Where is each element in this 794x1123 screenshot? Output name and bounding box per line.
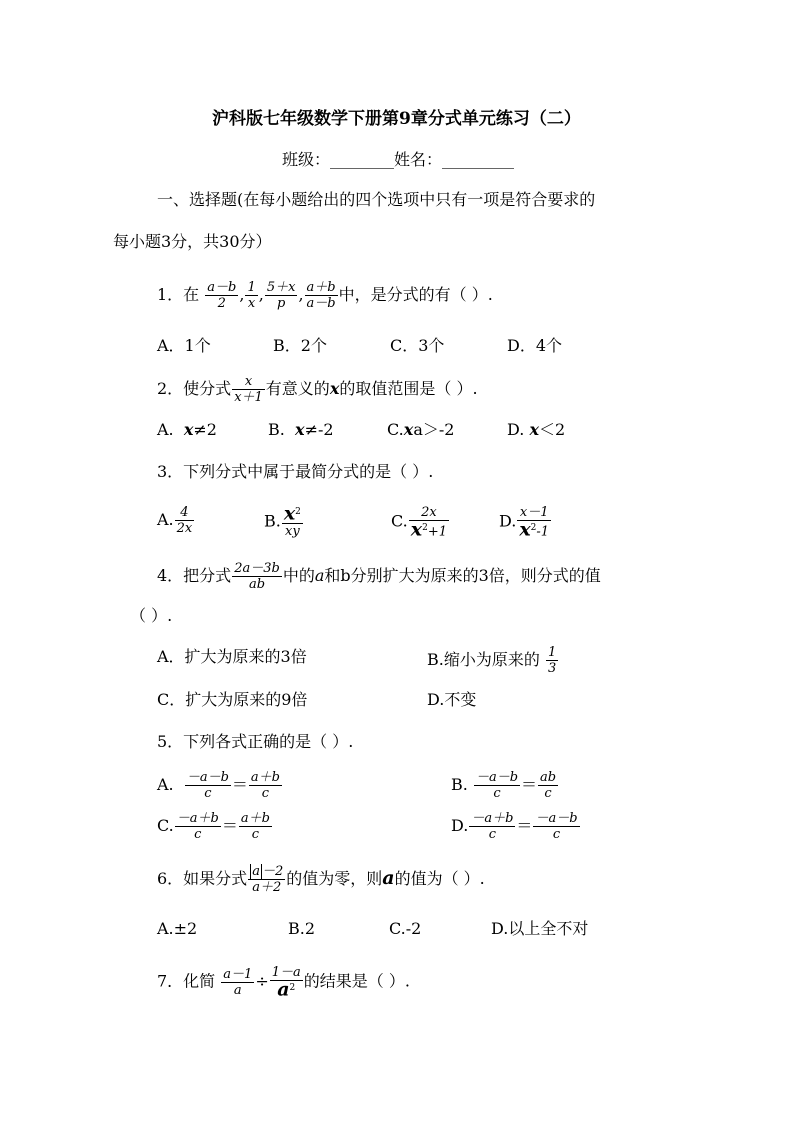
q5-option-d[interactable]: D. $\frac{-a+b}{c}$ ＝ $\frac{-a-b}{c}$ — [451, 811, 578, 842]
q6-option-a[interactable]: A.±2 — [157, 919, 198, 938]
q1-option-b[interactable]: B．2个 — [273, 336, 327, 355]
fraction: $\frac{a+b}{c}$ — [250, 770, 280, 801]
fraction: $\frac{a-b}{2}$ — [207, 280, 237, 311]
q5-option-c[interactable]: C. $\frac{-a+b}{c}$ ＝ $\frac{a+b}{c}$ — [157, 811, 270, 842]
q2-option-a[interactable]: A. x≠2 — [157, 420, 217, 439]
q3-option-b[interactable]: B. $\frac{x^2}{xy}$ — [264, 502, 301, 540]
q6-option-d[interactable]: D.以上全不对 — [491, 919, 589, 938]
question-4: 4．把分式 $\frac{2a-3b}{ab}$ 中的a和b分别扩大为原来的3倍，则分式的值 — [157, 561, 601, 592]
q4-option-b[interactable]: B.缩小为原来的 $\frac{1}{3}$ — [427, 645, 557, 676]
fraction: $\frac{a-1}{a}$ — [223, 966, 253, 998]
section-heading: 一、选择题(在每小题给出的四个选项中只有一项是符合要求的 — [157, 190, 596, 209]
fraction: $\frac{-a+b}{c}$ — [471, 811, 514, 842]
fraction: $\frac{-a-b}{c}$ — [186, 770, 229, 801]
fraction: $\frac{ab}{c}$ — [540, 770, 557, 801]
question-4-cont: （ ）. — [130, 606, 173, 625]
fraction: $\frac{2a-3b}{ab}$ — [234, 561, 280, 592]
q6-option-c[interactable]: C.-2 — [389, 919, 422, 938]
q1-option-a[interactable]: A．1个 — [157, 336, 211, 355]
fraction: $\frac{5+x}{p}$ — [266, 280, 296, 311]
q1-option-c[interactable]: C．3个 — [390, 336, 445, 355]
section-heading-cont: 每小题3分，共30分） — [113, 232, 272, 251]
q5-option-a[interactable]: A. $\frac{-a-b}{c}$ ＝ $\frac{a+b}{c}$ — [157, 770, 280, 801]
fraction: $\frac{-a-b}{c}$ — [535, 811, 578, 842]
question-7: 7．化简 $\frac{a-1}{a}$ ÷ $\frac{1-a}{a^2}$ 的结果是（ ）. — [157, 965, 410, 1001]
fraction: $\frac{a+b}{c}$ — [240, 811, 270, 842]
q5-option-b[interactable]: B. $\frac{-a-b}{c}$ ＝ $\frac{ab}{c}$ — [451, 770, 557, 801]
q3-option-c[interactable]: C. $\frac{2x}{x^2+1}$ — [391, 505, 447, 541]
q3-option-d[interactable]: D. $\frac{x-1}{x^2-1}$ — [499, 505, 550, 541]
q6-option-b[interactable]: B.2 — [288, 919, 316, 938]
fraction: $\frac{4}{2x}$ — [176, 505, 193, 536]
page-title: 沪科版七年级数学下册第9章分式单元练习（二） — [212, 109, 581, 129]
q4-option-a[interactable]: A．扩大为原来的3倍 — [157, 647, 307, 666]
fraction: $\frac{a+b}{a-b}$ — [306, 280, 336, 311]
fraction: $\frac{1}{x}$ — [247, 280, 256, 311]
student-info: 班级：________姓名：_________ — [282, 150, 515, 169]
question-5: 5．下列各式正确的是（ ）. — [157, 732, 354, 751]
question-3: 3．下列分式中属于最简分式的是（ ）. — [157, 462, 434, 481]
fraction: $\frac{a -2}{a+2}$ — [248, 864, 285, 895]
q3-option-a[interactable]: A. $\frac{4}{2x}$ — [157, 505, 193, 536]
fraction: $\frac{-a+b}{c}$ — [176, 811, 219, 842]
fraction: $\frac{-a-b}{c}$ — [475, 770, 519, 801]
fraction: $\frac{x}{x+1}$ — [234, 374, 263, 405]
fraction: $\frac{1}{3}$ — [547, 645, 557, 676]
fraction: $\frac{x-1}{x^2-1}$ — [519, 505, 550, 541]
q1-option-d[interactable]: D．4个 — [507, 336, 563, 355]
fraction: $\frac{2x}{x^2+1}$ — [410, 505, 447, 541]
question-1: 1．在 $\frac{a-b}{2}$ , $\frac{1}{x}$ , $\frac{5+x}{p}$ , $\frac{a+b}{a-b}$ 中，是分式的有（ ）. — [157, 280, 493, 311]
q4-option-c[interactable]: C．扩大为原来的9倍 — [157, 690, 308, 709]
q2-option-b[interactable]: B. x≠-2 — [268, 420, 334, 439]
question-2: 2．使分式 $\frac{x}{x+1}$ 有意义的x的取值范围是（ ）. — [157, 374, 478, 405]
fraction: $\frac{x^2}{xy}$ — [283, 502, 301, 540]
q2-option-d[interactable]: D. x＜2 — [507, 420, 566, 439]
q4-option-d[interactable]: D.不变 — [427, 690, 477, 709]
question-6: 6．如果分式 $\frac{a -2}{a+2}$ 的值为零，则a的值为（ ）. — [157, 864, 485, 895]
fraction: $\frac{1-a}{a^2}$ — [271, 965, 301, 1001]
q2-option-c[interactable]: C.xa＞-2 — [387, 420, 455, 439]
